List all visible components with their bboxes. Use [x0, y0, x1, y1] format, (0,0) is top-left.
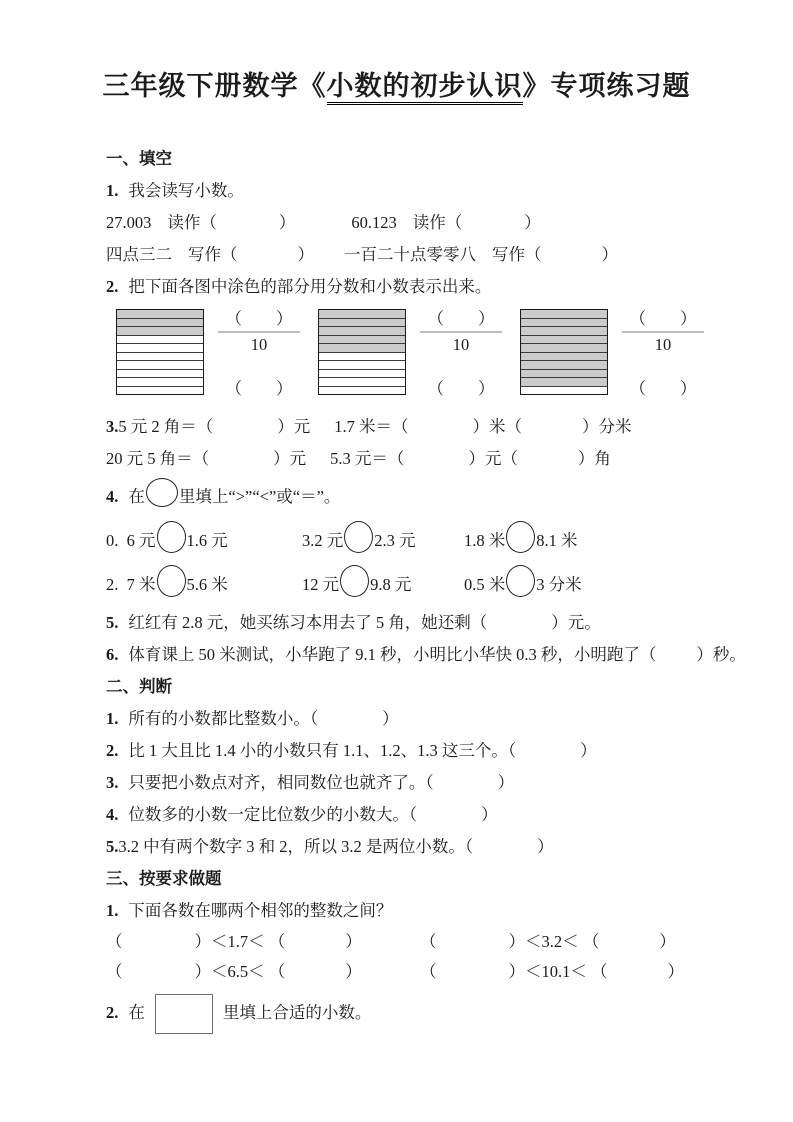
chinese-number: 四点三二 [106, 245, 172, 264]
question-text: 在 [128, 1003, 145, 1022]
fill-q4-header [106, 475, 757, 519]
close-paren: ） [680, 309, 697, 328]
conversion-text: 1.7 米＝（ [334, 417, 409, 436]
fraction-blank [418, 309, 504, 355]
fill-q1 [106, 175, 757, 207]
decimal-value: 60.123 [351, 213, 397, 232]
inequality-row1 [106, 927, 757, 957]
judge-item [106, 831, 757, 863]
comparison-circle [146, 478, 178, 507]
tasks-q1 [106, 895, 757, 927]
question-text: 我会读写小数。 [128, 181, 244, 200]
inequality-item [106, 957, 420, 987]
close-paren: ） [524, 213, 541, 232]
comparison-circle [340, 565, 369, 597]
statement-text: 所有的小数都比整数小。（ [128, 709, 319, 728]
close-paren: ） [481, 805, 498, 824]
inequality-item [420, 957, 734, 987]
question-number: 1. [106, 901, 119, 920]
fraction-numerator-blank [620, 309, 706, 329]
question-text: 体育课上 50 米测试，小华跑了 9.1 秒，小明比小华快 0.3 秒，小明跑了（ [128, 645, 657, 664]
close-paren: ） [537, 837, 554, 856]
conversion-text: ）元 [273, 449, 307, 468]
comparison-circle [157, 565, 186, 597]
close-paren: ） [382, 709, 399, 728]
title-book-name: 小数的初步认识 [327, 71, 523, 105]
fill-q1-read-line [106, 207, 757, 239]
fraction-bar [622, 331, 704, 333]
right-value: 1.6 元 [186, 531, 228, 550]
fraction-numerator-blank [418, 309, 504, 329]
fill-q5 [106, 607, 757, 639]
question-number: 2. [106, 277, 119, 296]
left-value: 1.8 米 [464, 531, 506, 550]
question-number: 2. [106, 1003, 119, 1022]
question-text: 把下面各图中涂色的部分用分数和小数表示出来。 [128, 277, 492, 296]
open-paren: （ [427, 309, 444, 328]
right-value: 9.8 元 [370, 575, 412, 594]
inequality-row2 [106, 957, 757, 987]
tenths-grid-unit [116, 309, 302, 399]
fill-q3-line2 [106, 443, 757, 475]
read-label: 读作（ [167, 213, 217, 232]
comparison-item [302, 563, 464, 607]
fill-q3-line1 [106, 411, 757, 443]
conversion-text: ）元（ [468, 449, 518, 468]
fraction-column [418, 309, 504, 399]
judge-item [106, 735, 757, 767]
open-paren: （ [225, 379, 242, 398]
question-number: 4. [106, 805, 119, 824]
question-number: 5. [106, 613, 119, 632]
left-value: 0.5 米 [464, 575, 506, 594]
question-text: 下面各数在哪两个相邻的整数之间？ [128, 901, 393, 920]
chinese-number: 一百二十点零零八 [344, 245, 476, 264]
statement-text: 只要把小数点对齐，相同数位也就齐了。（ [128, 773, 434, 792]
decimal-answer-blank [620, 379, 706, 399]
fraction-column [620, 309, 706, 399]
section-tasks-header: 三、按要求做题 [106, 869, 222, 888]
open-paren: （ [106, 932, 123, 951]
question-text: 里填上“>”“<”或“＝”。 [178, 487, 341, 506]
question-number: 6. [106, 645, 119, 664]
comparison-item [464, 563, 582, 607]
close-paren: ） [297, 245, 314, 264]
title-prefix: 三年级下册数学《 [102, 71, 327, 101]
comparison-circle [506, 565, 535, 597]
question-number: 1. [106, 709, 119, 728]
question-number: 2. [106, 741, 119, 760]
open-paren: （ [106, 962, 123, 981]
question-text: 红红有 2.8 元，她买练习本用去了 5 角，她还剩（ [128, 613, 488, 632]
close-paren: ） [580, 741, 597, 760]
close-paren: ） [478, 379, 495, 398]
decimal-answer-blank [216, 379, 302, 399]
comparison-circle [344, 521, 373, 553]
close-paren: ） [278, 213, 296, 232]
fill-q4-row2 [106, 563, 757, 607]
conversion-text: 5 元 2 角＝（ [118, 417, 214, 436]
fill-q4-row1 [106, 519, 757, 563]
left-value: 0. 6 元 [106, 531, 156, 550]
tenths-grid [116, 309, 204, 395]
question-number: 5. [106, 837, 119, 856]
fraction-column [216, 309, 302, 399]
conversion-text: ）分米 [582, 417, 632, 436]
section-fill-header: 一、填空 [106, 149, 172, 168]
close-paren: ） [345, 962, 362, 981]
left-value: 3.2 元 [302, 531, 344, 550]
tenths-grid [318, 309, 406, 395]
judge-item [106, 703, 757, 735]
fill-q6 [106, 639, 757, 671]
question-number: 4. [106, 487, 119, 506]
left-value: 2. 7 米 [106, 575, 156, 594]
inequality-item [420, 927, 734, 957]
close-paren: ） [667, 962, 684, 981]
question-text: 里填上合适的小数。 [222, 1003, 372, 1022]
close-paren: ）秒。 [696, 645, 746, 664]
open-paren: （ [629, 309, 646, 328]
comparison-item [302, 519, 464, 563]
fraction-blank [620, 309, 706, 355]
fraction-blank [216, 309, 302, 355]
open-paren: （ [629, 379, 646, 398]
close-paren: ）元。 [551, 613, 601, 632]
judge-item [106, 799, 757, 831]
write-label: 写作（ [188, 245, 238, 264]
right-value: 2.3 元 [374, 531, 416, 550]
fraction-denominator: 10 [654, 335, 672, 354]
conversion-text: ）米（ [472, 417, 522, 436]
fraction-numerator-blank [216, 309, 302, 329]
close-paren: ） [276, 379, 293, 398]
tenths-grid-unit [520, 309, 706, 399]
close-paren: ） [478, 309, 495, 328]
read-label: 读作（ [412, 213, 463, 232]
section-judge-header: 二、判断 [106, 677, 172, 696]
right-value: 5.6 米 [186, 575, 228, 594]
comparison-item [106, 519, 302, 563]
fill-q1-write-line [106, 239, 757, 271]
inequality-mid: ）＜6.5＜ （ [194, 962, 286, 981]
tasks-q2 [106, 987, 757, 1039]
fraction-bar [420, 331, 502, 333]
close-paren: ） [345, 932, 362, 951]
close-paren: ） [276, 309, 293, 328]
inequality-item [106, 927, 420, 957]
question-text: 在 [128, 487, 145, 506]
judge-item [106, 767, 757, 799]
open-paren: （ [420, 962, 437, 981]
close-paren: ） [659, 932, 676, 951]
comparison-circle [157, 521, 186, 553]
close-paren: ） [601, 245, 618, 264]
close-paren: ） [680, 379, 697, 398]
write-label: 写作（ [492, 245, 542, 264]
left-value: 12 元 [302, 575, 340, 594]
conversion-text: ）元 [277, 417, 311, 436]
page-title [0, 64, 793, 103]
open-paren: （ [420, 932, 437, 951]
decimal-answer-blank [418, 379, 504, 399]
right-value: 8.1 米 [536, 531, 578, 550]
statement-text: 比 1 大且比 1.4 小的小数只有 1.1、1.2、1.3 这三个。（ [128, 741, 517, 760]
answer-box [155, 994, 213, 1034]
comparison-item [464, 519, 578, 563]
close-paren: ） [497, 773, 515, 792]
comparison-circle [506, 521, 535, 553]
fraction-grids-row [116, 309, 757, 401]
inequality-mid: ）＜1.7＜ （ [194, 932, 286, 951]
statement-text: 3.2 中有两个数字 3 和 2，所以 3.2 是两位小数。（ [118, 837, 474, 856]
inequality-mid: ）＜10.1＜ （ [508, 962, 608, 981]
open-paren: （ [427, 379, 444, 398]
tenths-grid [520, 309, 608, 395]
fill-q2 [106, 271, 757, 303]
conversion-text: ）角 [577, 449, 611, 468]
fraction-bar [218, 331, 300, 333]
decimal-value: 27.003 [106, 213, 152, 232]
fraction-denominator: 10 [452, 335, 470, 354]
inequality-mid: ）＜3.2＜ （ [508, 932, 600, 951]
worksheet-content [0, 143, 793, 1039]
right-value: 3 分米 [536, 575, 582, 594]
tenths-grid-unit [318, 309, 504, 399]
title-suffix: 》专项练习题 [522, 71, 691, 101]
open-paren: （ [225, 309, 242, 328]
comparison-item [106, 563, 302, 607]
question-number: 3. [106, 773, 119, 792]
conversion-text: 5.3 元＝（ [330, 449, 405, 468]
question-number: 3. [106, 417, 119, 436]
conversion-text: 20 元 5 角＝（ [106, 449, 210, 468]
question-number: 1. [106, 181, 119, 200]
statement-text: 位数多的小数一定比位数少的小数大。（ [128, 805, 418, 824]
fraction-denominator: 10 [250, 335, 268, 354]
